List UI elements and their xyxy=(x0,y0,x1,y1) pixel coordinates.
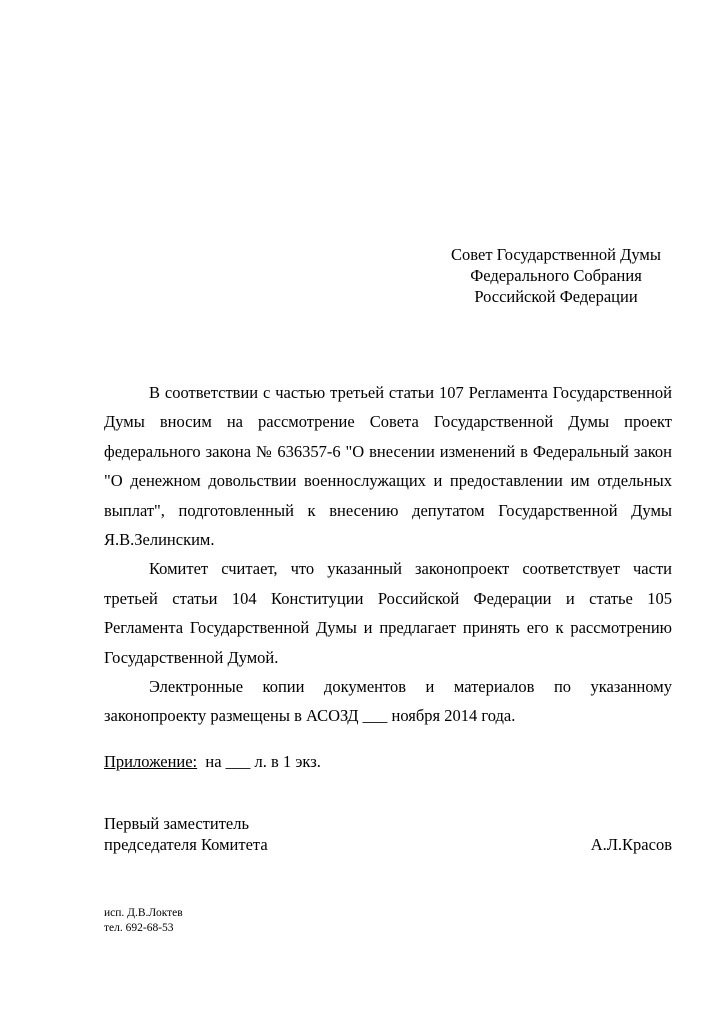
signatory-position-line-1: Первый заместитель xyxy=(104,814,249,833)
body-paragraph-3: Электронные копии документов и материалов по указанному законопроекту размещены в АСОЗД ___ ноября 2014 года. xyxy=(104,677,672,726)
body-paragraph-2: Комитет считает, что указанный законопроект соответствует части третьей статьи 104 Конституции Российской Федерации и статье 105 Регламента Государственной Думы и предлагает принять его к рассмотрению Государственной Думой. xyxy=(104,559,672,667)
executor-block xyxy=(104,906,183,936)
body-paragraph-1: В соответствии с частью третьей статьи 107 Регламента Государственной Думы вносим на рассмотрение Совета Государственной Думы проект федерального закона № 636357-6 "О внесении изменений в Федеральный закон "О денежном довольствии военнослужащих и предоставлении им отдельных выплат", подготовленный к внесению депутатом Государственной Думы Я.В.Зелинским. xyxy=(104,383,672,550)
executor-phone: тел. 692-68-53 xyxy=(104,922,174,934)
signatory-name: А.Л.Красов xyxy=(590,835,672,854)
addressee-line-3: Российской Федерации xyxy=(474,287,638,306)
addressee-line-2: Федерального Собрания xyxy=(470,266,642,285)
attachment-text: на ___ л. в 1 экз. xyxy=(205,752,321,771)
addressee-line-1: Совет Государственной Думы xyxy=(451,245,661,264)
signatory-position-line-2: председателя Комитета xyxy=(104,835,268,854)
attachment-label: Приложение: xyxy=(104,752,198,771)
attachment-line xyxy=(104,751,321,773)
signature-block xyxy=(104,813,672,855)
executor-name: исп. Д.В.Локтев xyxy=(104,907,183,919)
addressee-block xyxy=(440,244,672,307)
letter-body xyxy=(104,378,672,731)
